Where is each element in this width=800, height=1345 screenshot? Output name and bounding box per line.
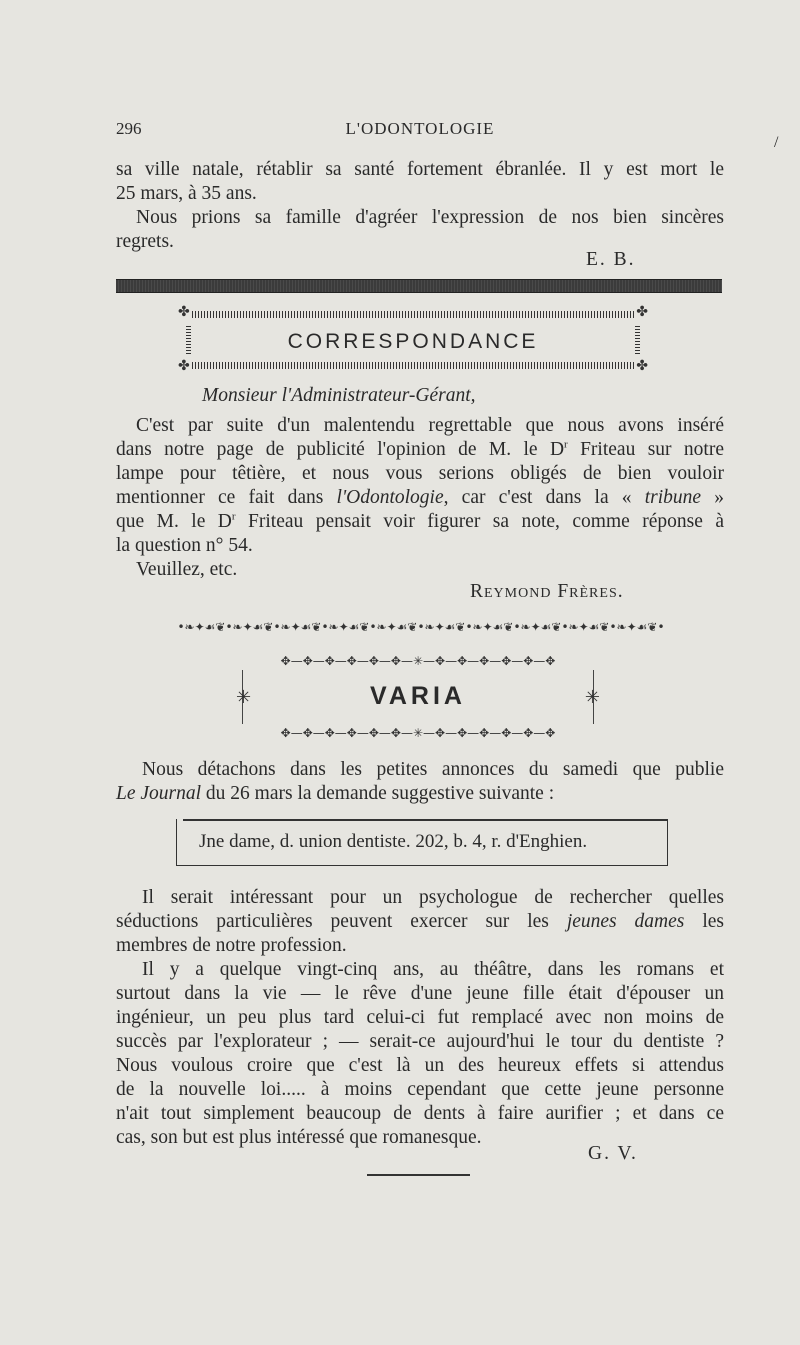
frame-ornament-row: ✥—✥—✥—✥—✥—✥—✳—✥—✥—✥—✥—✥—✥	[280, 726, 556, 740]
corner-ornament-icon: ✤	[178, 359, 190, 374]
star-ornament-icon: ✳	[236, 687, 252, 708]
salutation: Monsieur l'Administrateur-Gérant,	[202, 385, 476, 406]
ad-box-top-line	[183, 819, 667, 821]
corner-ornament-icon: ✤	[636, 305, 648, 320]
letter-line: mentionner ce fait dans l'Odontologie, car c'est dans la « tribune »	[116, 487, 724, 508]
letter-closing: Veuillez, etc.	[136, 559, 238, 580]
varia-line: Le Journal du 26 mars la demande suggestive suivante :	[116, 783, 555, 804]
section-divider-rule	[116, 279, 722, 293]
varia-line: n'ait tout simplement beaucoup de dents à faire aurifier ; et dans ce	[116, 1103, 724, 1124]
varia-line: Nous voulous croire que c'est là un des heureux effets si attendus	[116, 1055, 724, 1076]
obituary-line: Nous prions sa famille d'agréer l'expression de nos bien sincères	[136, 207, 724, 228]
correspondance-heading: CORRESPONDANCE	[287, 330, 539, 353]
page-number: 296	[116, 119, 142, 138]
frame-ornament-row: ✥—✥—✥—✥—✥—✥—✳—✥—✥—✥—✥—✥—✥	[280, 654, 556, 668]
frame-hatch	[192, 362, 634, 369]
obituary-line: regrets.	[116, 231, 174, 252]
varia-line: Nous détachons dans les petites annonces du samedi que publie	[142, 759, 724, 780]
classified-ad-text: Jne dame, d. union dentiste. 202, b. 4, r. d'Enghien.	[199, 831, 588, 852]
varia-signature: G. V.	[588, 1143, 638, 1164]
letter-line: que M. le $D^r$ Friteau pensait voir figurer sa note, comme réponse à	[116, 510, 724, 532]
varia-line: ingénieur, un peu plus tard celui-ci fut remplacé avec non moins de	[116, 1007, 724, 1028]
varia-heading-frame	[236, 654, 600, 740]
obituary-signature: E. B.	[586, 249, 636, 270]
stray-mark: /	[774, 134, 779, 151]
varia-line: succès par l'explorateur ; — serait-ce aujourd'hui le tour du dentiste ?	[116, 1031, 724, 1052]
varia-line: Il y a quelque vingt-cinq ans, au théâtre, dans les romans et	[142, 959, 724, 980]
obituary-line: sa ville natale, rétablir sa santé fortement ébranlée. Il y est mort le	[116, 159, 724, 180]
frame-hatch	[192, 311, 634, 318]
classified-ad-box	[176, 819, 668, 866]
end-rule	[367, 1174, 470, 1176]
varia-heading: VARIA	[370, 682, 466, 710]
corner-ornament-icon: ✤	[636, 359, 648, 374]
varia-line: séductions particulières peuvent exercer sur les jeunes dames les	[116, 911, 724, 932]
journal-title: L'ODONTOLOGIE	[345, 119, 495, 138]
ornamental-divider: •❧✦☙❦•❧✦☙❦•❧✦☙❦•❧✦☙❦•❧✦☙❦•❧✦☙❦•❧✦☙❦•❧✦☙❦•❧✦☙❦•❧✦☙❦•	[177, 620, 665, 634]
letter-line: dans notre page de publicité l'opinion de M. le $D^r$ Friteau sur notre	[116, 438, 724, 460]
varia-line: cas, son but est plus intéressé que romanesque.	[116, 1127, 482, 1148]
correspondance-heading-frame	[178, 306, 648, 374]
corner-ornament-icon: ✤	[178, 305, 190, 320]
obituary-line: 25 mars, à 35 ans.	[116, 183, 257, 204]
letter-line: C'est par suite d'un malentendu regrettable que nous avons inséré	[136, 415, 724, 436]
letter-signature: Reymond Frères.	[470, 581, 624, 602]
varia-line: de la nouvelle loi..... à moins cependant que cette jeune personne	[116, 1079, 724, 1100]
varia-line: Il serait intéressant pour un psychologue de rechercher quelles	[142, 887, 724, 908]
letter-line: lampe pour têtière, et nous vous serions obligés de bien vouloir	[116, 463, 724, 484]
varia-line: membres de notre profession.	[116, 935, 347, 956]
star-ornament-icon: ✳	[584, 687, 600, 708]
varia-line: surtout dans la vie — le rêve d'une jeune fille était d'épouser un	[116, 983, 724, 1004]
letter-line: la question n° 54.	[116, 535, 253, 556]
